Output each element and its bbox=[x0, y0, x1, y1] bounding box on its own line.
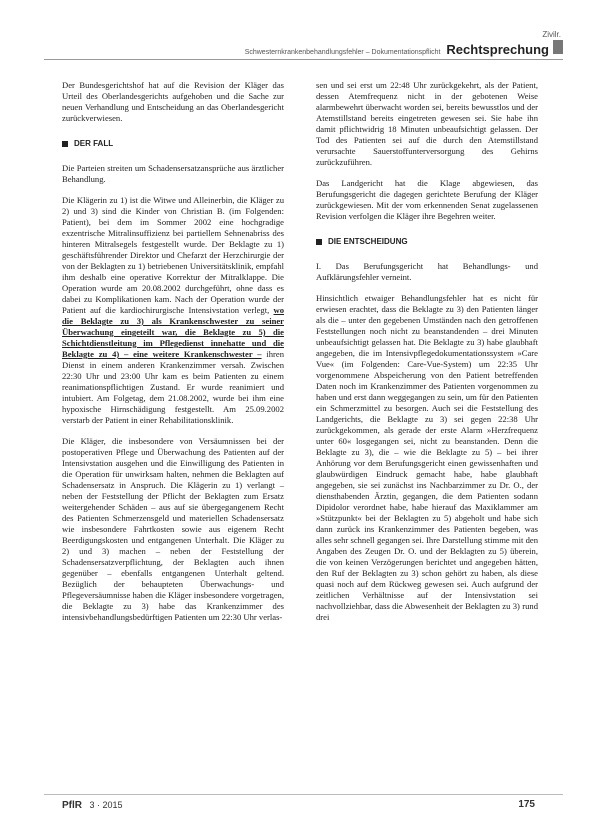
left-column bbox=[62, 80, 284, 623]
paragraph: I. Das Berufungsgericht hat Behandlungs- und Aufklärungsfehler verneint. bbox=[316, 261, 538, 282]
footer-divider bbox=[44, 794, 563, 795]
emphasized-text: wo die Beklagte zu 3) als Krankenschwester zu seiner Überwachung eingeteilt war, die Beklagte zu 5) die Schichtdienstleitung im Pflegedienst innehatte und die Beklagte zu 4) – eine weitere Krankenschwester – bbox=[62, 305, 284, 359]
paragraph: Die Parteien streiten um Schadensersatzansprüche aus ärztlicher Behandlung. bbox=[62, 163, 284, 184]
section-bullet-icon bbox=[316, 239, 322, 245]
header-category: Rechtsprechung bbox=[446, 42, 549, 57]
section-title: DER FALL bbox=[74, 139, 114, 148]
running-header bbox=[228, 42, 549, 57]
text-run: ihren Dienst in einem anderen Krankenzimmer versah. Zwischen 22:30 Uhr und 23:00 Uhr kam es beim Patienten zu einem reanimationspflichtigen Zustand. Er wurde reanimiert und intubiert. Am Folgetag, dem 21.08.2002, wurde bei ihm eine hypoxische Hirnschädigung festgestellt. Am 25.09.2002 verstarb der Patient in einer Rehabilitationsklinik. bbox=[62, 349, 284, 425]
footer-issue bbox=[62, 800, 123, 811]
text-run: Die Klägerin zu 1) ist die Witwe und Alleinerbin, die Kläger zu 2) und 3) sind die Kinder von Christian B. (im Folgenden: Patient), bei dem im Sommer 2002 eine hochgradige exzentrische Mitralinsuffizienz bei partiellem Sehnenabriss des hinteren Mitralsegels festgestellt wurde. Der Beklagte zu 1) geschäftsführender Direktor und Chefarzt der Herzchirurgie der von der Beklagten zu 1) betriebenen Universitätsklinik, empfahl ihm deshalb eine operative Korrektur der Mitralklappe. Die Operation wurde am 20.08.2002 durchgeführt, ohne dass es dabei zu Komplikationen kam. Nach der Operation wurde der Patient auf die kardiochirurgische Intensivstation verlegt, bbox=[62, 195, 284, 315]
journal-label: Zivilr. bbox=[542, 30, 561, 39]
page-number: 175 bbox=[518, 799, 535, 810]
paragraph-parties bbox=[62, 195, 284, 426]
section-bullet-icon bbox=[62, 141, 68, 147]
section-heading-fall bbox=[62, 138, 284, 149]
paragraph: Das Landgericht hat die Klage abgewiesen, das Berufungsgericht die dagegen gerichtete Berufung der Kläger zurückgewiesen. Mit der vom erkennenden Senat zugelassenen Revision verfolgen die Kläger ihre Begehren weiter. bbox=[316, 178, 538, 221]
header-subtitle: Schwesternkrankenbehandlungsfehler – Dokumentationspflicht bbox=[244, 49, 441, 56]
section-title: DIE ENTSCHEIDUNG bbox=[328, 237, 408, 246]
header-marker bbox=[553, 40, 563, 54]
paragraph-reasoning: Hinsichtlich etwaiger Behandlungsfehler hat es nicht für erwiesen erachtet, dass die Beklagte zu 3) den Patienten länger als die – unter den gegebenen Umständen nach den getroffenen Feststellungen noch nicht zu beanstandenden – drei Minuten unbeaufsichtigt gelassen hat. Die Beklagte zu 3) habe glaubhaft angegeben, die im Intensivpflegedokumentationssystem »Care Vue« (im Folgenden: Care-Vue-System) um 22:35 Uhr vorgenommene Abspeicherung von den Patient betreffenden Daten noch im Krankenzimmer des Patienten vorgenommen zu haben und erst dann weggegangen zu sein, um für den Patienten ein Schmerzmittel zu besorgen. Auch sei die Feststellung des Landgerichts, die Beklagte zu 3) sei gegen 22:38 Uhr zurückgekommen, als gerade der erste Alarm »Herzfrequenz unter 60« losgegangen sei, nicht zu beanstanden. Denn die Beklagte zu 3), die – wie die Beklagte zu 5) – bei ihrer Anhörung vor dem Berufungsgericht einen gewissenhaften und glaubwürdigen Eindruck gemacht habe, habe glaubhaft angegeben, sie sei zunächst ins Nachbarzimmer zu Dr. O., der diensthabenden Ärztin, gegangen, die dem Patienten sodann Dipidolor verordnet habe, habe hierauf das Maxiklammer am »Stützpunkt« bei der Beklagten zu 5) abgeholt und habe sich dann zurück ins Krankenzimmer des Patienten begeben, was alles sehr schnell gegangen sei. Ihre Darstellung stimme mit den Angaben des Zeugen Dr. O. und der Beklagten zu 5) überein, die von keinen Verzögerungen berichtet und angegeben hätten, den Ruf der Beklagten zu 3) schon gehört zu haben, als diese quasi noch auf dem Rückweg gewesen sei. Auch aufgrund der zeitlichen Verhältnisse auf der Intensivstation sei nachvollziehbar, dass die Abwesenheit der Beklagten zu 3) rund drei bbox=[316, 293, 538, 622]
intro-paragraph: Der Bundesgerichtshof hat auf die Revision der Kläger das Urteil des Oberlandesgerichts aufgehoben und die Sache zur neuen Verhandlung und Entscheidung an das Oberlandesgericht zurückverwiesen. bbox=[62, 80, 284, 123]
right-column bbox=[316, 80, 538, 623]
paragraph: sen und sei erst um 22:48 Uhr zurückgekehrt, als der Patient, dessen Atemfrequenz nicht in der gebotenen Weise alarmbewehrt überwacht worden sei, bereits bewusstlos und der Atemstillstand bereits eingetreten gewesen sei. Sie habe ihn damit pflichtwidrig 18 Minuten unbeaufsichtigt gelassen. Der Tod des Patienten sei auf die durch den Atemstillstand verursachte Sauerstoffunterversorgung des Gehirns zurückzuführen. bbox=[316, 80, 538, 167]
section-heading-entscheidung bbox=[316, 236, 538, 247]
header-divider bbox=[44, 59, 563, 60]
paragraph-claims: Die Kläger, die insbesondere von Versäumnissen bei der postoperativen Pflege und Überwachung des Patienten auf der Intensivstation ausgehen und die Einwilligung des Patienten in die Operation für unwirksam halten, nehmen die Beklagten auf Schadensersatz in Anspruch. Die Klägerin zu 1) verlangt – neben der Feststellung der Pflicht der Beklagten zum Ersatz weitergehender Schäden – aus auf sie übergegangenem Recht des Patienten Schmerzensgeld und materiellen Schadensersatz wie insbesondere Fahrtkosten sowie aus eigenem Recht Beerdigungskosten und entgangenen Unterhalt. Die Kläger zu 2) und 3) machen – neben der Feststellung der Schadensersatzverpflichtung, der Beklagten auch ihnen gegenüber – ebenfalls entgangenen Unterhalt geltend. Bezüglich der behaupteten Überwachungs- und Pflegeversäumnisse haben die Kläger insbesondere vorgetragen, die Beklagte zu 3) habe das Krankenzimmer des intensivbehandlungsbedürftigen Patienten um 22:30 Uhr verlas- bbox=[62, 436, 284, 622]
footer-issue-number: 3 · 2015 bbox=[89, 800, 123, 810]
footer-brand: PflR bbox=[62, 800, 82, 811]
